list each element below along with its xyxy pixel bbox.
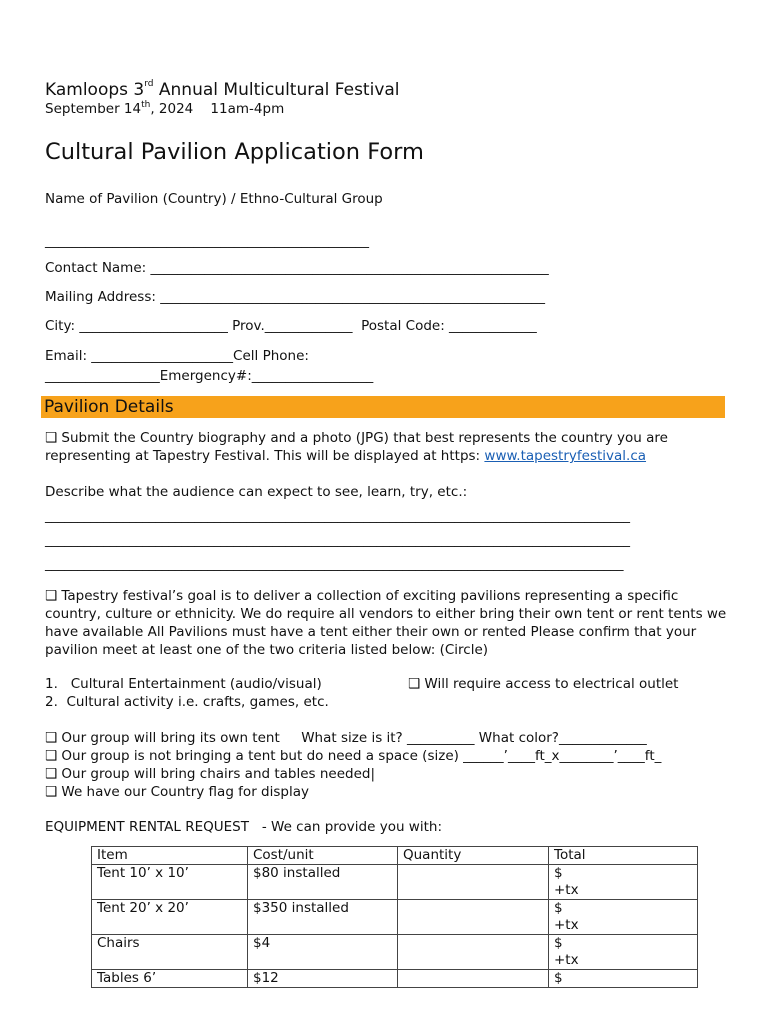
describe-line-2[interactable]: __________________________________________________________________________________________ <box>45 533 630 548</box>
cost-cell: $80 installed <box>248 865 398 900</box>
table-row <box>92 970 698 988</box>
goal-paragraph: ❑ Tapestry festival’s goal is to deliver a collection of exciting pavilions representing a specific country, culture or ethnicity. We do require all vendors to either bring their own tent or rent tents we have available All Pavilions must have a tent either their own or rented Please confirm that your pavilion meet at least one of the two criteria listed below: (Circle) <box>45 588 727 658</box>
criteria-2[interactable]: 2. Cultural activity i.e. crafts, games, etc. <box>45 694 329 710</box>
total-cell[interactable]: $ <box>549 970 698 988</box>
pavilion-name-label: Name of Pavilion (Country) / Ethno-Cultural Group <box>45 191 383 207</box>
header-quantity: Quantity <box>398 847 549 865</box>
cost-cell: $12 <box>248 970 398 988</box>
event-date: September 14th, 2024 11am-4pm <box>45 100 285 117</box>
city-prov-postal-field[interactable]: City: ______________________ Prov._____________ Postal Code: _____________ <box>45 318 537 334</box>
own-tent-checkbox-item[interactable]: ❑ Our group will bring its own tent What size is it? __________ What color?_____________ <box>45 730 647 746</box>
quantity-cell[interactable] <box>398 900 549 935</box>
total-cell[interactable]: $ +tx <box>549 935 698 970</box>
bio-checkbox-item[interactable]: ❑ Submit the Country biography and a photo (JPG) that best represents the country you are <box>45 430 668 446</box>
table-row <box>92 865 698 900</box>
email-cell-field[interactable]: Email: _____________________Cell Phone: <box>45 348 309 364</box>
flag-checkbox-item[interactable]: ❑ We have our Country flag for display <box>45 784 309 800</box>
bio-line-2: representing at Tapestry Festival. This will be displayed at https: www.tapestryfestival.ca <box>45 448 647 464</box>
total-cell[interactable]: $ +tx <box>549 900 698 935</box>
item-cell: Tables 6’ <box>92 970 248 988</box>
need-space-checkbox-item[interactable]: ❑ Our group is not bringing a tent but do need a space (size) ______’____ft_x________’____ft_ <box>45 748 662 764</box>
mailing-address-field[interactable]: Mailing Address: _________________________________________________________ <box>45 289 545 305</box>
cost-cell: $4 <box>248 935 398 970</box>
electrical-checkbox-item[interactable]: ❑ Will require access to electrical outlet <box>408 676 679 692</box>
equipment-heading: EQUIPMENT RENTAL REQUEST - We can provide you with: <box>45 819 442 835</box>
criteria-1[interactable]: 1. Cultural Entertainment (audio/visual) <box>45 676 322 692</box>
cost-cell: $350 installed <box>248 900 398 935</box>
section-header-pavilion-details <box>41 396 725 418</box>
item-cell: Tent 10’ x 10’ <box>92 865 248 900</box>
header-cost: Cost/unit <box>248 847 398 865</box>
item-cell: Tent 20’ x 20’ <box>92 900 248 935</box>
form-title: Cultural Pavilion Application Form <box>45 139 424 165</box>
emergency-field[interactable]: _________________Emergency#:__________________ <box>45 368 374 384</box>
quantity-cell[interactable] <box>398 865 549 900</box>
describe-label: Describe what the audience can expect to see, learn, try, etc.: <box>45 484 468 500</box>
event-title: Kamloops 3rd Annual Multicultural Festival <box>45 79 400 100</box>
describe-line-3[interactable]: _________________________________________________________________________________________ <box>45 557 624 572</box>
describe-line-1[interactable]: __________________________________________________________________________________________ <box>45 509 630 524</box>
total-cell[interactable]: $ +tx <box>549 865 698 900</box>
section-title: Pavilion Details <box>44 397 174 417</box>
quantity-cell[interactable] <box>398 935 549 970</box>
equipment-rental-table <box>91 846 698 988</box>
quantity-cell[interactable] <box>398 970 549 988</box>
festival-link[interactable]: www.tapestryfestival.ca <box>484 448 647 464</box>
chairs-tables-checkbox-item[interactable]: ❑ Our group will bring chairs and tables needed| <box>45 766 376 782</box>
contact-name-field[interactable]: Contact Name: ___________________________________________________________ <box>45 260 549 276</box>
item-cell: Chairs <box>92 935 248 970</box>
table-header-row <box>92 847 698 865</box>
table-row <box>92 900 698 935</box>
header-total: Total <box>549 847 698 865</box>
header-item: Item <box>92 847 248 865</box>
table-row <box>92 935 698 970</box>
pavilion-name-field[interactable]: ________________________________________________ <box>45 233 369 249</box>
